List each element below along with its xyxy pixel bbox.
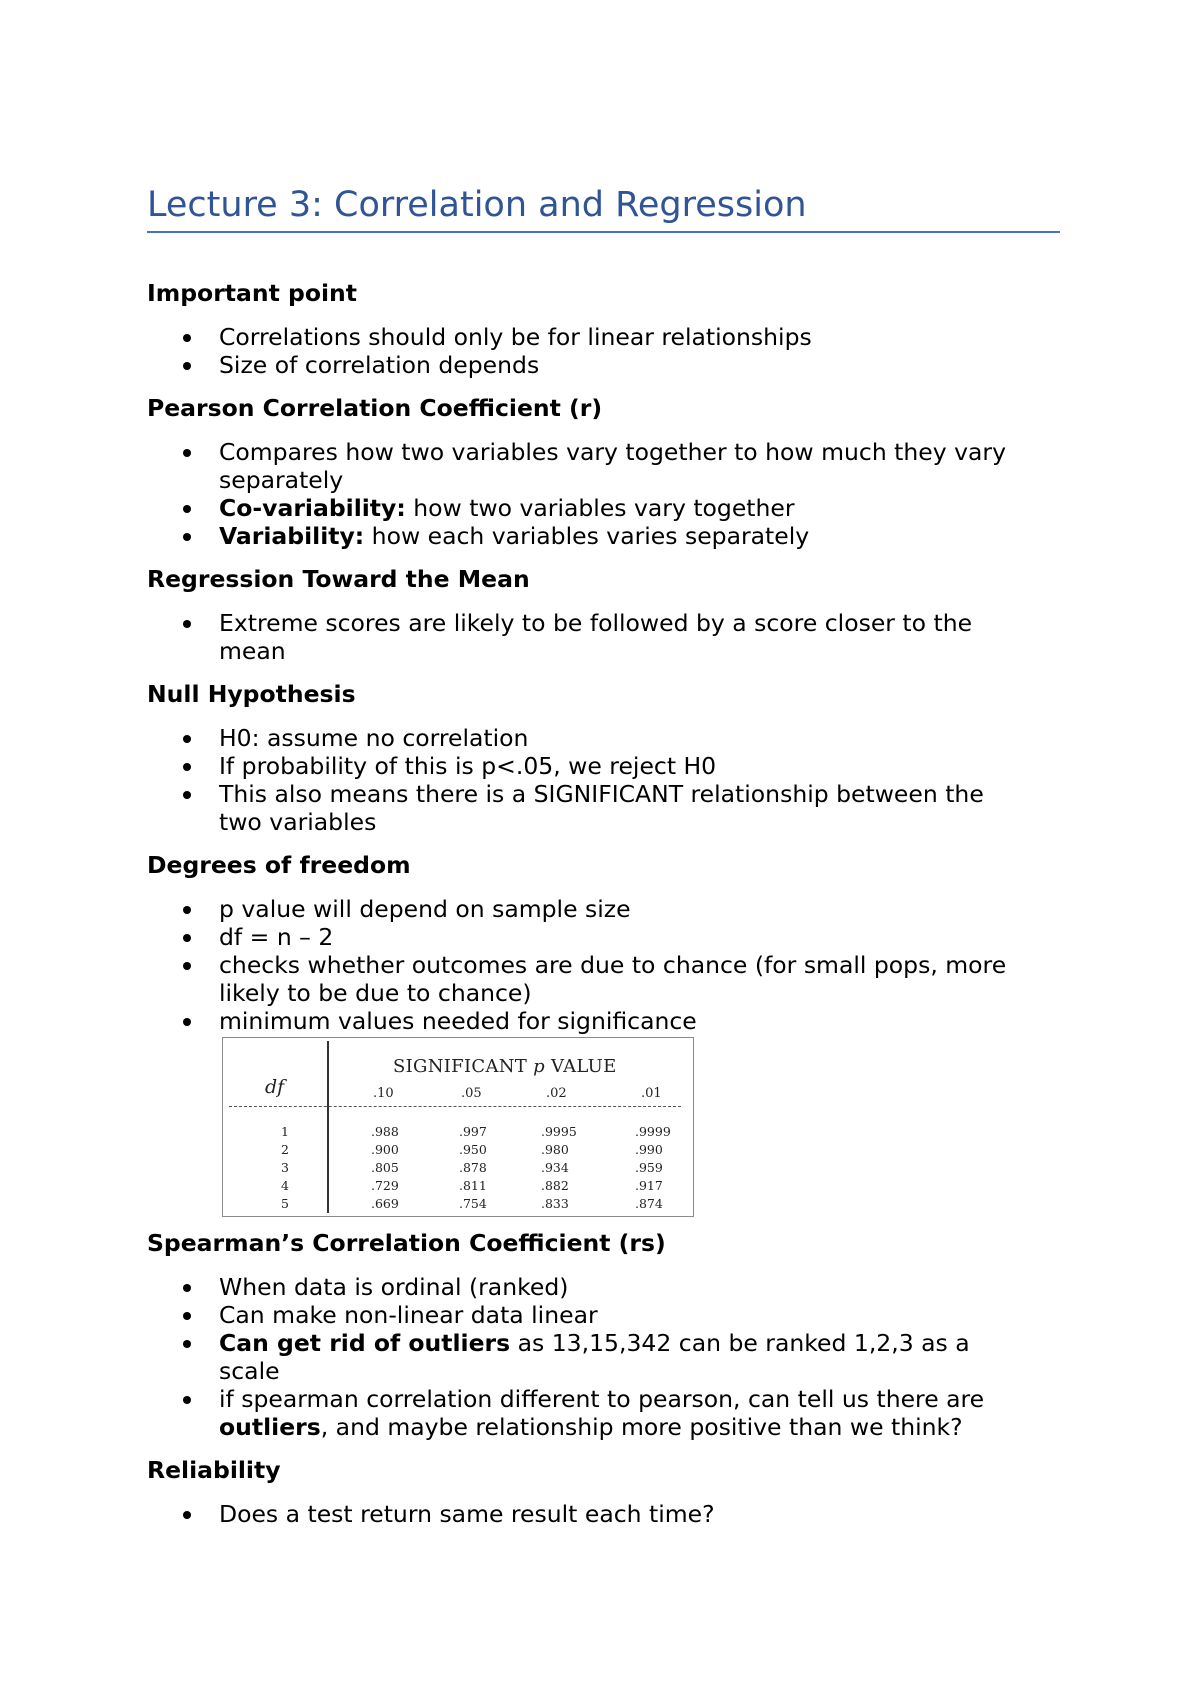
list-item-text: When data is ordinal (ranked): [219, 1273, 569, 1301]
list-item: [147, 951, 1060, 1007]
bullet-icon: [183, 1312, 191, 1320]
table-cell: .988: [371, 1124, 399, 1139]
bullet-icon: [183, 1340, 191, 1348]
section-heading: Important point: [147, 279, 358, 307]
list-item: [147, 895, 1060, 923]
list-item: [147, 323, 1060, 351]
bullet-icon: [183, 1018, 191, 1026]
page-title: Lecture 3: Correlation and Regression: [147, 183, 1060, 233]
significance-table: [222, 1037, 694, 1217]
section-important-point: [147, 279, 1060, 379]
section-degrees-of-freedom: [147, 851, 1060, 1217]
bullet-list: [147, 724, 1060, 836]
table-cell: .950: [459, 1142, 487, 1157]
list-item-text: , and maybe relationship more positive than we think?: [320, 1413, 963, 1441]
table-df-label: df: [265, 1076, 285, 1098]
list-item-text: scale: [219, 1357, 280, 1385]
list-item: [147, 1329, 1060, 1385]
list-item-text: p value will depend on sample size: [219, 895, 631, 923]
list-item: [147, 1385, 1060, 1441]
bullet-icon: [183, 735, 191, 743]
section-heading: Spearman’s Correlation Coefficient (rs): [147, 1229, 666, 1257]
list-item-text: If probability of this is p<.05, we reject H0: [219, 752, 717, 780]
list-item-bold: outliers: [219, 1413, 321, 1441]
list-item: [147, 351, 1060, 379]
table-cell: .990: [635, 1142, 663, 1157]
table-cell: .669: [371, 1196, 399, 1211]
table-column-header: .05: [461, 1086, 482, 1101]
list-item-text: if spearman correlation different to pearson, can tell us there are: [219, 1385, 985, 1413]
list-item-text: H0: assume no correlation: [219, 724, 529, 752]
table-title-text: SIGNIFICANT: [393, 1056, 534, 1077]
bullet-icon: [183, 505, 191, 513]
table-row-df: 4: [281, 1178, 289, 1193]
section-spearman: [147, 1229, 1060, 1441]
section-heading: Regression Toward the Mean: [147, 565, 530, 593]
table-column-header: .10: [373, 1086, 394, 1101]
list-item-text: mean: [219, 637, 286, 665]
table-title-p: p: [533, 1056, 545, 1077]
table-cell: .980: [541, 1142, 569, 1157]
table-cell: .9999: [635, 1124, 671, 1139]
table-cell: .959: [635, 1160, 663, 1175]
section-reliability: [147, 1456, 1060, 1528]
table-header-rule: [229, 1106, 681, 1107]
table-row-df: 3: [281, 1160, 289, 1175]
list-item-text: likely to be due to chance): [219, 979, 532, 1007]
table-cell: .900: [371, 1142, 399, 1157]
table-cell: .805: [371, 1160, 399, 1175]
bullet-icon: [183, 791, 191, 799]
bullet-icon: [183, 362, 191, 370]
table-cell: .882: [541, 1178, 569, 1193]
table-cell: .833: [541, 1196, 569, 1211]
table-cell: .874: [635, 1196, 663, 1211]
table-title-text: VALUE: [544, 1056, 617, 1077]
list-item-text: checks whether outcomes are due to chance (for small pops, more: [219, 951, 1007, 979]
list-item-bold: Can get rid of outliers: [219, 1329, 511, 1357]
table-column-header: .01: [641, 1086, 662, 1101]
list-item-text: Extreme scores are likely to be followed by a score closer to the: [219, 609, 973, 637]
list-item-text: how two variables vary together: [405, 494, 795, 522]
bullet-list: [147, 1500, 1060, 1528]
list-item: [147, 609, 1060, 665]
list-item-text: This also means there is a SIGNIFICANT relationship between the: [219, 780, 984, 808]
list-item-text: separately: [219, 466, 344, 494]
bullet-icon: [183, 1511, 191, 1519]
list-item-text: two variables: [219, 808, 377, 836]
section-heading: Reliability: [147, 1456, 281, 1484]
list-item-text: df = n – 2: [219, 923, 334, 951]
list-item: [147, 494, 1060, 522]
list-item: [147, 1007, 1060, 1035]
table-cell: .9995: [541, 1124, 577, 1139]
table-title: [393, 1056, 617, 1077]
table-cell: .934: [541, 1160, 569, 1175]
bullet-list: [147, 438, 1060, 550]
list-item-text: Compares how two variables vary together to how much they vary: [219, 438, 1006, 466]
bullet-list: [147, 609, 1060, 665]
table-cell: .754: [459, 1196, 487, 1211]
table-divider: [327, 1041, 329, 1213]
list-item: [147, 752, 1060, 780]
table-column-header: .02: [546, 1086, 567, 1101]
list-item-text: Size of correlation depends: [219, 351, 540, 379]
list-item: [147, 1500, 1060, 1528]
bullet-icon: [183, 763, 191, 771]
list-item-text: Can make non-linear data linear: [219, 1301, 598, 1329]
section-null-hypothesis: [147, 680, 1060, 836]
section-pearson: [147, 394, 1060, 550]
section-heading: Pearson Correlation Coefficient (r): [147, 394, 603, 422]
bullet-list: [147, 1273, 1060, 1441]
bullet-icon: [183, 334, 191, 342]
list-item: [147, 923, 1060, 951]
list-item-bold: Variability:: [219, 522, 365, 550]
bullet-icon: [183, 962, 191, 970]
list-item-text: minimum values needed for significance: [219, 1007, 697, 1035]
section-regression-mean: [147, 565, 1060, 665]
bullet-icon: [183, 906, 191, 914]
list-item: [147, 1273, 1060, 1301]
table-cell: .997: [459, 1124, 487, 1139]
list-item: [147, 724, 1060, 752]
list-item: [147, 438, 1060, 494]
list-item: [147, 1301, 1060, 1329]
list-item-text: Does a test return same result each time?: [219, 1500, 715, 1528]
table-row-df: 5: [281, 1196, 289, 1211]
bullet-icon: [183, 934, 191, 942]
table-cell: .917: [635, 1178, 663, 1193]
bullet-icon: [183, 1396, 191, 1404]
table-cell: .811: [459, 1178, 487, 1193]
table-cell: .878: [459, 1160, 487, 1175]
table-row-df: 1: [281, 1124, 289, 1139]
bullet-list: [147, 895, 1060, 1035]
bullet-icon: [183, 1284, 191, 1292]
list-item-text: Correlations should only be for linear relationships: [219, 323, 812, 351]
bullet-icon: [183, 449, 191, 457]
section-heading: Degrees of freedom: [147, 851, 411, 879]
list-item: [147, 780, 1060, 836]
table-cell: .729: [371, 1178, 399, 1193]
bullet-icon: [183, 533, 191, 541]
table-row-df: 2: [281, 1142, 289, 1157]
list-item-text: how each variables varies separately: [364, 522, 810, 550]
section-heading: Null Hypothesis: [147, 680, 356, 708]
list-item-bold: Co-variability:: [219, 494, 406, 522]
list-item: [147, 522, 1060, 550]
bullet-list: [147, 323, 1060, 379]
list-item-text: as 13,15,342 can be ranked 1,2,3 as a: [510, 1329, 970, 1357]
document-content: [147, 183, 1060, 1528]
bullet-icon: [183, 620, 191, 628]
